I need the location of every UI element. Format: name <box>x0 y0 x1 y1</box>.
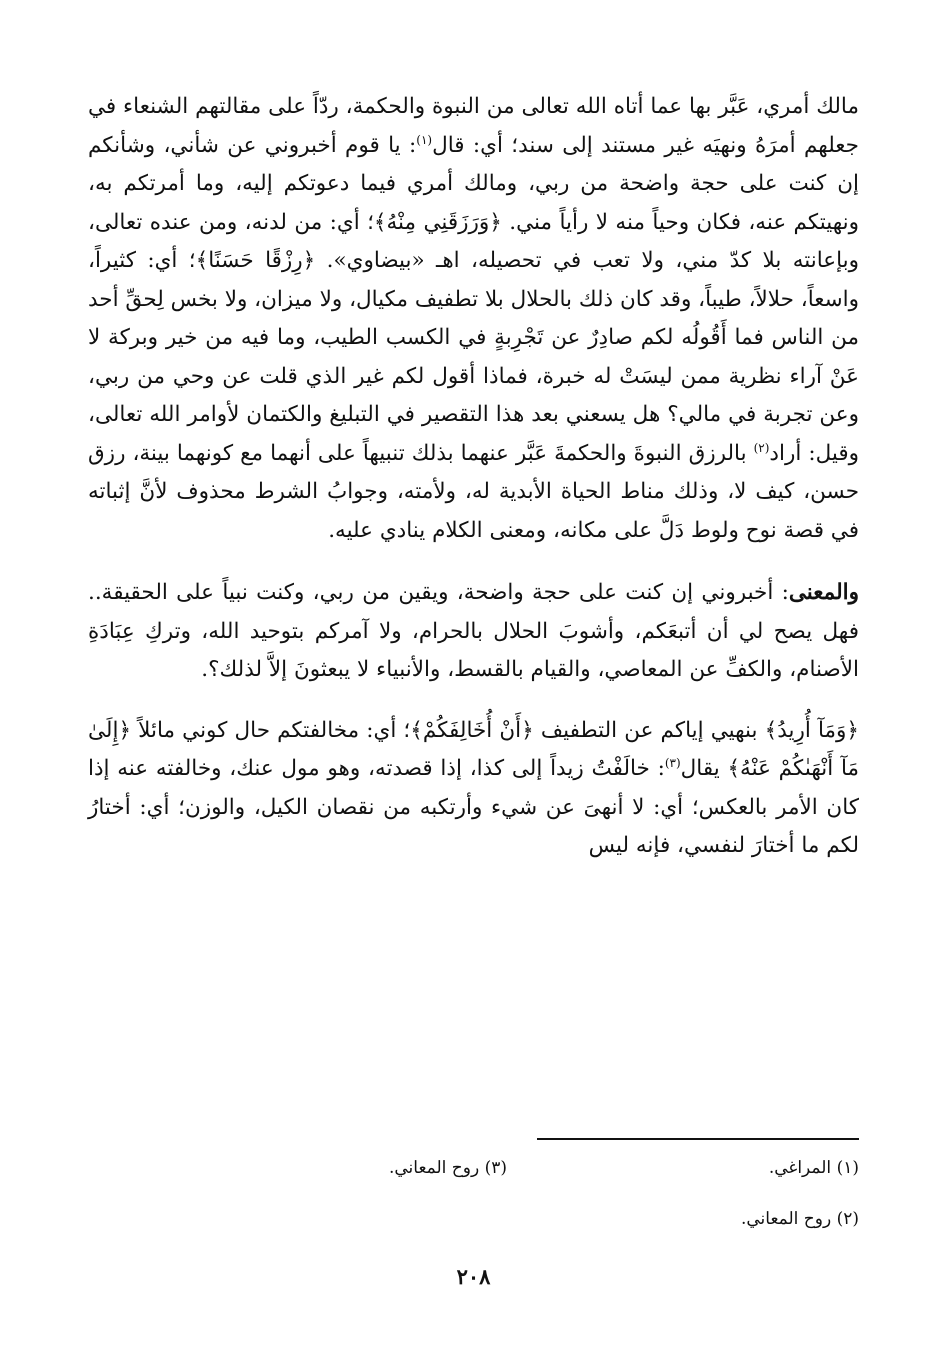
text-line: وهو مول عنك، وخالفته عنه إذا كان الأمر بالعكس؛ أي: لا أنهىَ عن شيء <box>88 756 859 820</box>
footnote-number: (١) <box>836 1158 859 1178</box>
paragraph-1 <box>88 88 859 550</box>
text-line: على الحقيقة.. فهل يصح لي أن أتبعَكم، وأشوبَ الحلال بالحرام، ولا آمركم <box>88 580 859 644</box>
text-line: ربي، وعن تجربة في مالي؟ هل يسعني بعد هذا التقصير في التبليغ والكتمان <box>88 363 859 427</box>
main-text <box>88 88 859 866</box>
text-line: وأرتكبه من نقصان الكيل، والوزن؛ أي: أختارُ لكم ما أختارَ لنفسي، فإنه ليس <box>88 794 859 858</box>
text-line: ولأمته، وجوابُ الشرط محذوف لأنَّ إثباته في قصة نوح ولوط دَلَّ على مكانه، <box>88 479 859 543</box>
text-line: ومعنى الكلام ينادي عليه. <box>328 517 547 543</box>
footnote-ref-2: (٢) <box>753 440 770 455</box>
text-line: بالرزق النبوةَ والحكمةَ عَبَّر عنهما بذلك تنبيهاً <box>362 440 754 466</box>
text-line: فما أَقُولُه لكم صادِرٌ عن تَجْرِبةٍ في الكسب الطيب، وما فيه من خير وبركة لا عَنْ <box>88 325 859 389</box>
footnote-ref-3: (٣) <box>664 755 681 770</box>
text-line: ﴿وَمَآ أُرِيدُ﴾ بنهيي إياكم عن التطفيف ﴿أَنْ أُخَالِفَكُمْ﴾؛ أي: مخالفتكم حال <box>234 717 860 743</box>
text-line: كان ذلك بالحلال بلا تطفيف مكيال، ولا ميزان، ولا بخس لِحقِّ أحد من الناس <box>88 286 860 350</box>
text-line: مالك أمري، عَبَّر بها عما أتاه الله تعالى من النبوة والحكمة، ردّاً على مقالتهم <box>195 94 859 119</box>
text-line: : أخبروني إن كنت على حجة واضحة، ويقين من ربي، وكنت نبياً <box>222 580 789 605</box>
text-line: والأنبياء لا يبعثونَ إلاَّ لذلك؟. <box>201 657 441 682</box>
paragraph-2 <box>88 574 859 690</box>
text-line: دعوتكم إليه، وما أمرتكم به، ونهيتكم عنه، فكان وحياً منه لا رأياً مني. ﴿وَرَزَقَنِي <box>88 171 859 235</box>
page-number: ٢٠٨ <box>456 1264 491 1289</box>
text-line: الشنعاء في جعلهم أمرَهُ ونهيَه غير مستند إلى سند؛ أي: قال <box>88 94 859 158</box>
text-line: لأوامر الله تعالى، وقيل: أراد <box>88 402 860 466</box>
footnote-number: (٣) <box>484 1158 507 1178</box>
footnote-divider <box>537 1138 859 1140</box>
footnote-ref-1: (١) <box>416 132 433 147</box>
paragraph-spacer <box>88 690 859 712</box>
paragraph-spacer <box>88 550 859 574</box>
text-line: مِنْهُ﴾؛ أي: من لدنه، ومن عنده تعالى، وبإعانته بلا كدّ مني، ولا تعب في <box>88 209 859 273</box>
paragraph-lead-word: والمعنى <box>788 580 859 605</box>
text-line: تحصيله، اهـ «بيضاوي». ﴿رِزْقًا حَسَنًا﴾؛ أي: كثيراً، واسعاً، حلالاً، طيباً، وقد <box>88 248 859 312</box>
footnote-1 <box>769 1156 859 1180</box>
footnote-text: المراغي. <box>768 1158 832 1178</box>
footnote-text: روح المعاني. <box>388 1158 480 1178</box>
footnote-2 <box>741 1207 859 1231</box>
text-line: على أنهما مع كونهما بينة، رزق حسن، كيف لا، وذلك مناط الحياة الأبدية له، <box>88 440 859 504</box>
text-line: بتوحيد الله، وتركِ عِبَادَةِ الأصنام، والكفِّ عن المعاصي، والقيام بالقسط، <box>88 618 859 682</box>
footnote-number: (٢) <box>836 1209 859 1229</box>
text-line: آراء نظرية ممن ليسَتْ له خبرة، فماذا أقول لكم غير الذي قلت عن وحي من <box>137 363 822 389</box>
footnote-text: روح المعاني. <box>740 1209 832 1229</box>
text-line: كوني مائلاً ﴿إِلَىٰ مَآ أَنْهَىٰكُمْ عَنْهُ﴾ يقال <box>88 717 860 781</box>
paragraph-3 <box>88 712 859 866</box>
text-line: : يا قوم أخبروني <box>264 132 417 158</box>
text-line: عن شأني، وشأنكم إن كنت على حجة واضحة من ربي، ومالك أمري فيما <box>88 132 859 196</box>
footnote-3 <box>389 1156 507 1180</box>
text-line: : خالَفْتُ زيداً إلى كذا، إذا قصدته، <box>368 756 665 781</box>
